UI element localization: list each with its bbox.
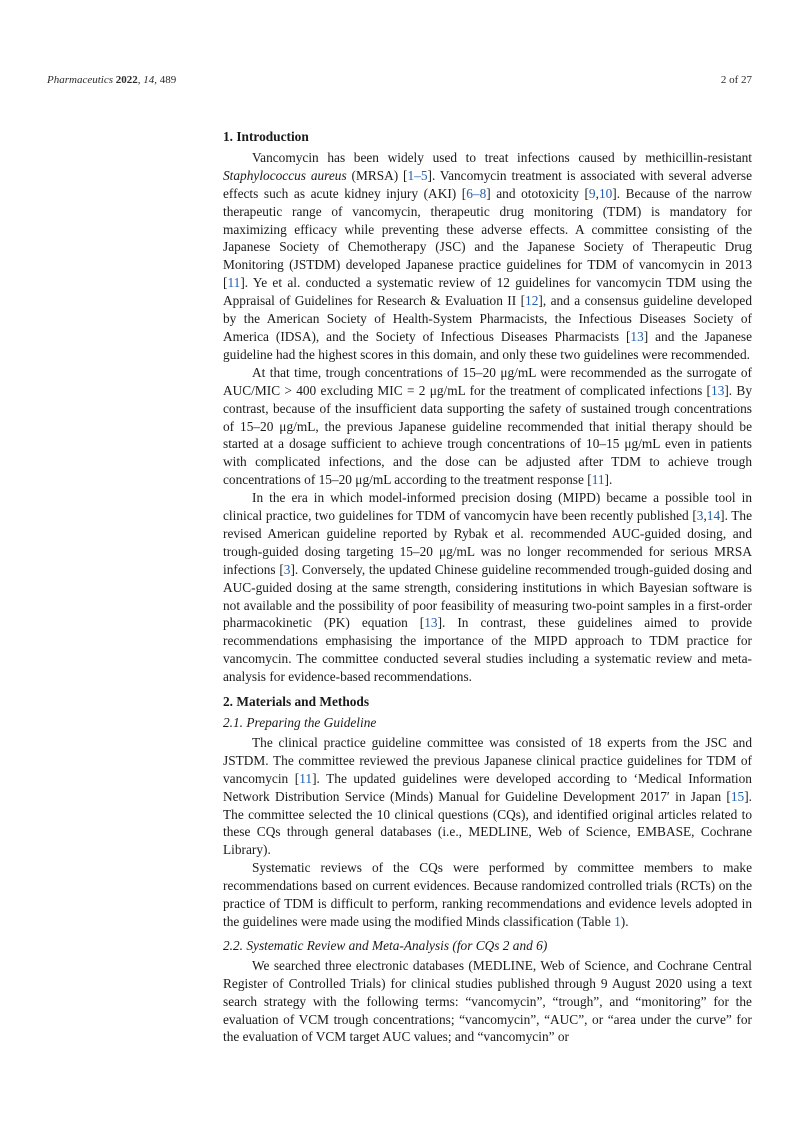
running-header <box>47 74 752 90</box>
citation-link[interactable]: 13 <box>424 615 438 631</box>
section-heading-introduction: 1. Introduction <box>223 129 309 144</box>
citation-link[interactable]: 11 <box>227 275 241 291</box>
citation-link[interactable]: 3 <box>696 508 704 524</box>
paragraph-intro-2: At that time, trough concentrations of 15–20 μg/mL were recommended as the surrogate of AUC/MIC > 400 excluding MIC = 2 μg/mL for the treatment of complicated infections [13]. By contrast, because of the insufficient data supporting the safety of sustained trough concentrations of 15–20 μg/mL, the previous Japanese guideline recommended that initial therapy should be started at a dosage sufficient to achieve trough concentrations of 10–15 μg/mL even in patients with complicated infections, and the dose can be adjusted after TDM to achieve trough concentrations of 15–20 μg/mL according to the treatment response [11]. <box>223 364 753 488</box>
page-number: 2 of 27 <box>720 74 752 86</box>
citation-link[interactable]: 13 <box>630 328 644 344</box>
table-link[interactable]: 1 <box>614 913 621 929</box>
section-heading-methods: 2. Materials and Methods <box>223 694 370 710</box>
citation-link[interactable]: 3 <box>283 561 291 577</box>
subsection-heading-systematic-review: 2.2. Systematic Review and Meta-Analysis (for CQs 2 and 6) <box>223 937 548 953</box>
paragraph-methods-3: We searched three electronic databases (MEDLINE, Web of Science, and Cochrane Central Register of Controlled Trials) for clinical studies published through 9 August 2020 using a text search strategy with the following terms: “vancomycin”, “trough”, and “monitoring” for the evaluation of VCM trough concentrations; “vancomycin”, “AUC”, or “area under the curve” for the evaluation of VCM target AUC values; and “vancomycin” or <box>223 957 752 1045</box>
citation-link[interactable]: 15 <box>730 788 745 804</box>
journal-name: Pharmaceutics <box>47 74 113 86</box>
citation-link[interactable]: 9 <box>588 185 596 201</box>
paragraph-methods-2: Systematic reviews of the CQs were performed by committee members to make recommendations based on current evidences. Because randomized controlled trials (RCTs) on the practice of TDM is difficult to perform, ranking recommendations and evidence levels adopted in the guidelines were made using the modified Minds classification (Table 1). <box>223 860 752 929</box>
paragraph-intro-1: Vancomycin has been widely used to treat infections caused by methicillin-resistant Staphylococcus aureus (MRSA) [1–5]. Vancomycin treatment is associated with several adverse effects such as acute kidney injury (AKI) [6–8] and ototoxicity [9,10]. Because of the narrow therapeutic range of vancomycin, therapeutic drug monitoring (TDM) is mandatory for maximizing efficacy while preventing these adverse effects. A committee consisting of the Japanese Society of Chemotherapy (JSC) and the Japanese Society of Therapeutic Drug Monitoring (JSTDM) developed Japanese practice guidelines for TDM of vancomycin in 2013 [11]. Ye et al. conducted a systematic review of 12 guidelines for vancomycin TDM using the Appraisal of Guidelines for Research & Evaluation II [12], and a consensus guideline developed by the American Society of Health-System Pharmacists, the Infectious Diseases Society of America (IDSA), and the Society of Infectious Diseases Pharmacists [13] and the Japanese guideline had the highest scores in this domain, and only these two guidelines were recommended. <box>223 149 753 362</box>
species-name: Staphylococcus aureus <box>223 167 347 183</box>
citation-link[interactable]: 11 <box>591 472 605 488</box>
citation-link[interactable]: 13 <box>711 382 725 398</box>
journal-citation: Pharmaceutics 2022, 14, 489 <box>47 74 177 86</box>
journal-volume: 14 <box>143 74 155 86</box>
citation-link[interactable]: 10 <box>598 185 613 201</box>
article-body <box>223 128 752 1046</box>
subsection-heading-preparing: 2.1. Preparing the Guideline <box>223 715 377 730</box>
citation-link[interactable]: 11 <box>299 770 313 786</box>
citation-link[interactable]: 12 <box>525 293 539 309</box>
paragraph-methods-1: The clinical practice guideline committee was consisted of 18 experts from the JSC and JSTDM. The committee reviewed the previous Japanese clinical practice guidelines for TDM of vancomycin [11]. The updated guidelines were developed according to ‘Medical Information Network Distribution Service (Minds) Manual for Guideline Development 2017′ in Japan [15]. The committee selected the 10 clinical questions (CQs), and identified original articles related to these CQs through general databases (i.e., MEDLINE, Web of Science, EMBASE, Cochrane Library). <box>223 734 752 858</box>
journal-year: 2022 <box>115 74 138 86</box>
citation-link[interactable]: 6–8 <box>466 185 487 201</box>
paragraph-intro-3: In the era in which model-informed precision dosing (MIPD) became a possible tool in clinical practice, two guidelines for TDM of vancomycin have been recently published [3,14]. The revised American guideline reported by Rybak et al. recommended AUC-guided dosing, and trough-guided dosing targeting 15–20 μg/mL was no longer recommended for serious MRSA infections [3]. Conversely, the updated Chinese guideline recommended trough-guided dosing and AUC-guided dosing at the same strength, considering institutions in which Bayesian software is not available and the possibility of poor feasibility of measuring two-point samples in a first-order pharmacokinetic (PK) equation [13]. In contrast, these guidelines aimed to provide recommendations emphasising the importance of the MIPD approach to TDM practice for vancomycin. The committee conducted several studies including a systematic review and meta-analysis for evidence-based recommendations. <box>223 490 752 685</box>
article-number: 489 <box>159 74 177 86</box>
citation-link[interactable]: 14 <box>706 508 721 524</box>
citation-link[interactable]: 1–5 <box>407 167 428 183</box>
